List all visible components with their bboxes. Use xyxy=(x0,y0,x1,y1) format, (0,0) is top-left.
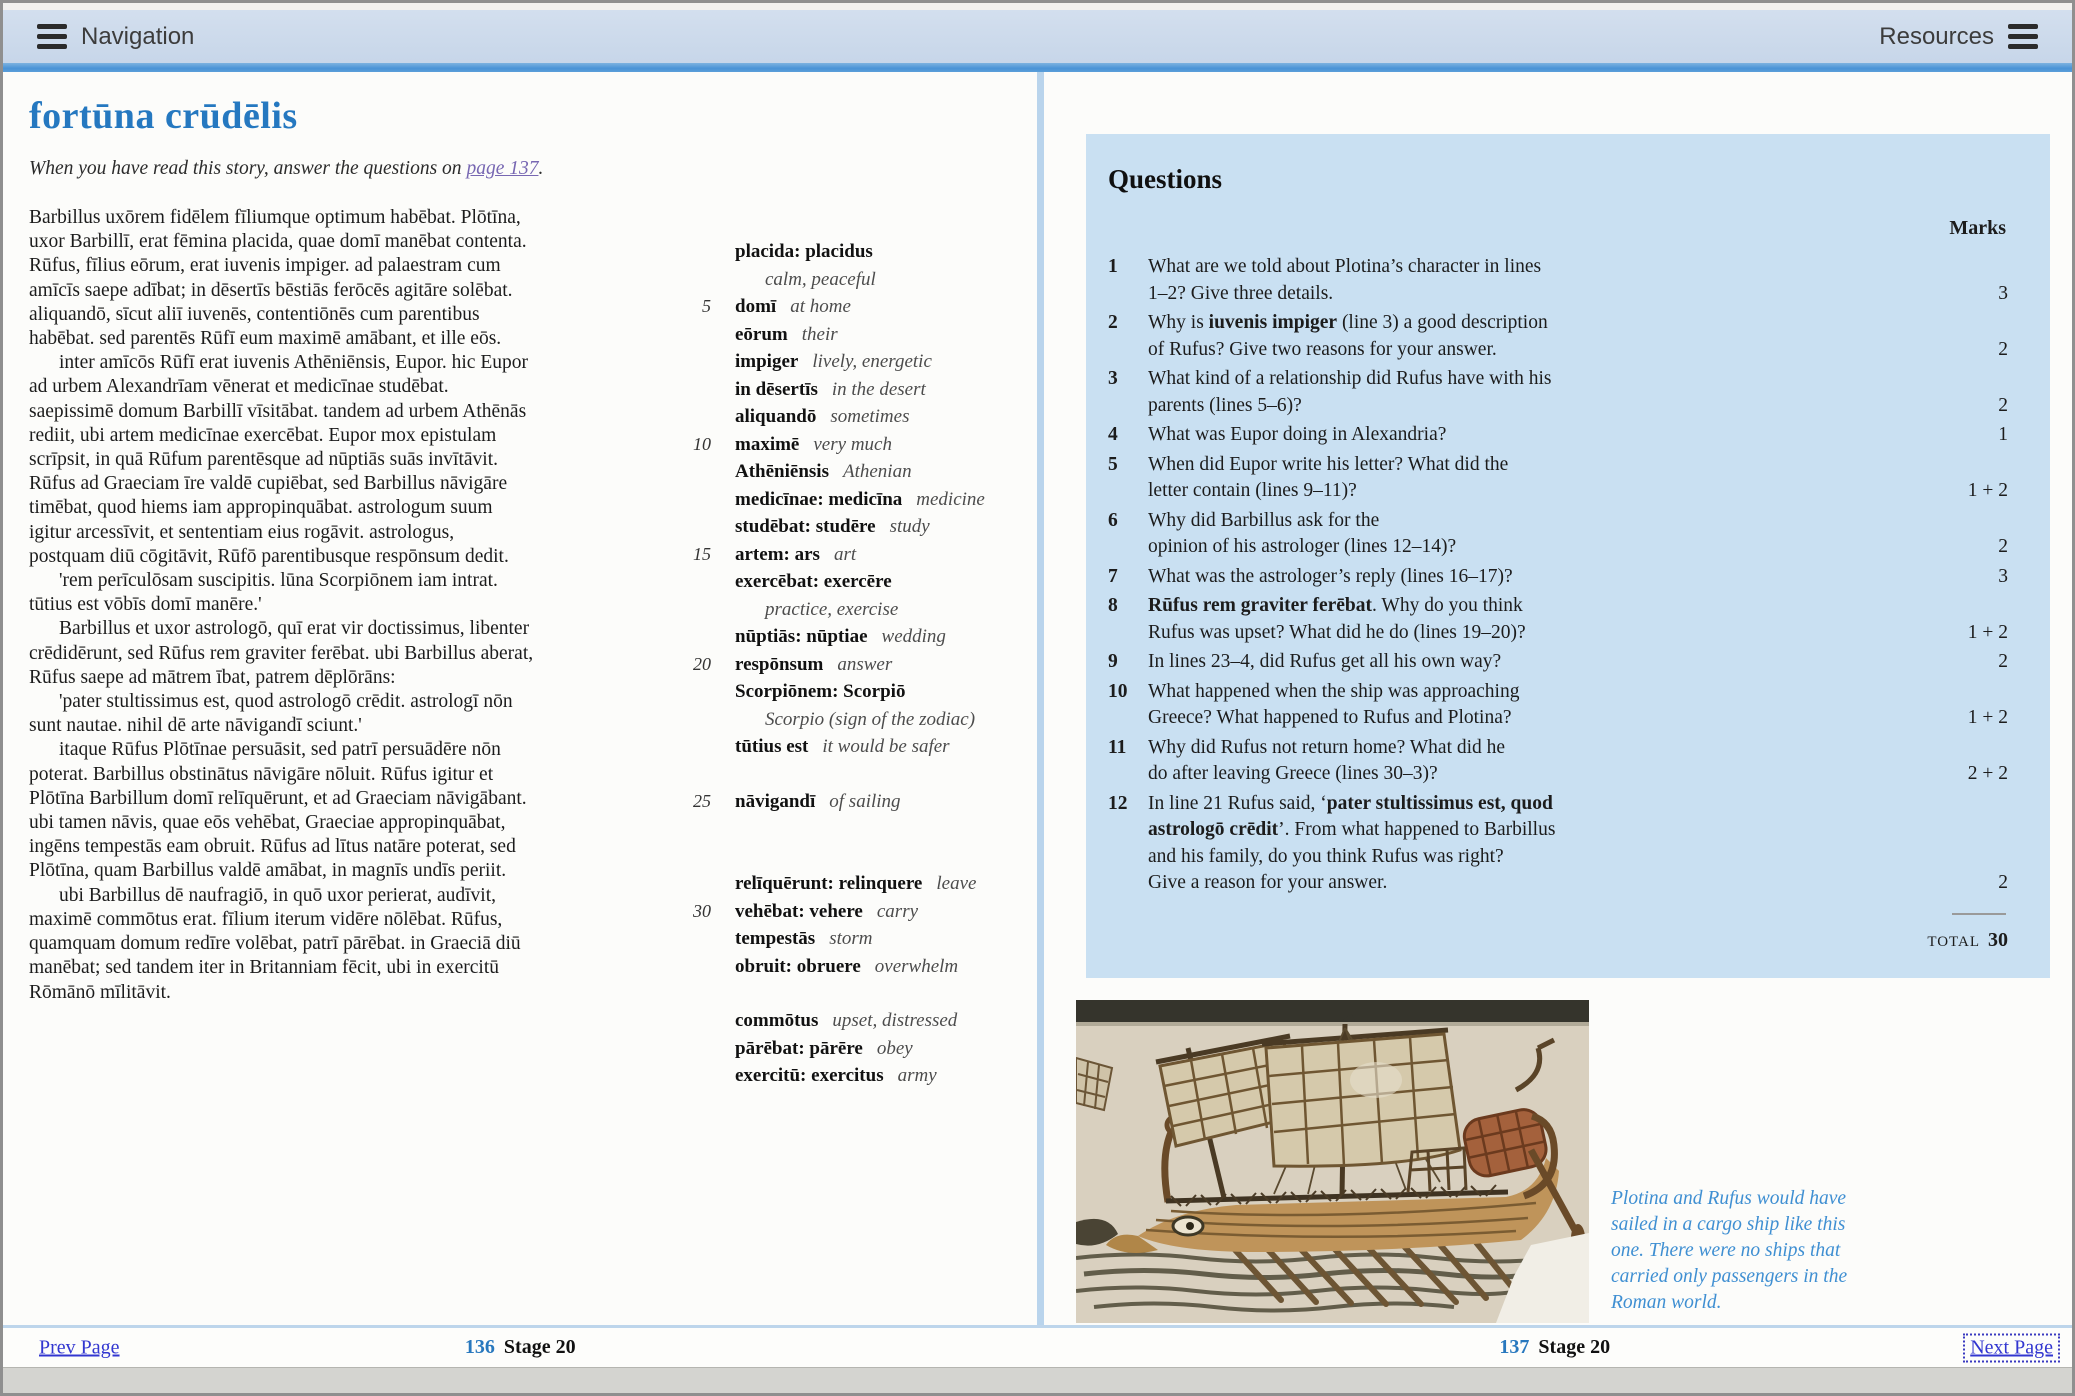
intro-suffix: . xyxy=(538,158,544,179)
question-text-part: Why is xyxy=(1148,312,1209,333)
footer-left-half xyxy=(3,1328,1038,1367)
question-number: 4 xyxy=(1108,424,1118,445)
question-text-part: do after leaving Greece (lines 30–3)? xyxy=(1148,763,1438,784)
vocab-gloss: sometimes xyxy=(830,406,910,427)
vocab-entry xyxy=(677,376,985,404)
story-line: habēbat. sed parentēs Rūfī eum maximē amābant, et ille eōs. xyxy=(29,328,502,350)
story-line: ubi tamen nāvis, quae eōs vehēbat, Graeciae appropinquābat, xyxy=(29,812,506,834)
top-toolbar xyxy=(3,10,2072,63)
page-137 xyxy=(1044,72,2072,1325)
question-marks: 1 + 2 xyxy=(1967,621,2008,643)
question-text-line xyxy=(1148,508,1648,535)
question-number: 10 xyxy=(1108,680,1128,702)
vocab-entry xyxy=(677,870,985,898)
question-text-line xyxy=(1148,452,1648,479)
questions-heading: Questions xyxy=(1108,164,1223,194)
vocab-gloss: of sailing xyxy=(829,790,901,812)
question-text-line xyxy=(1148,844,1648,871)
question-number: 12 xyxy=(1108,792,1128,814)
story-line: Plōtīna, quam Barbillus valdē amābat, in magnīs undīs periit. xyxy=(29,860,507,882)
hamburger-menu-icon xyxy=(2008,24,2038,49)
question-row xyxy=(1108,508,2010,561)
question-text-line xyxy=(1148,393,1648,420)
story-line: Rūfus ad Graeciam īre valdē cupiēbat, sed Barbillus nāvigāre xyxy=(29,473,508,495)
question-text-part: What kind of a relationship did Rufus have with his xyxy=(1148,368,1552,389)
story-line-number xyxy=(677,568,711,623)
vocab-gloss: medicine xyxy=(916,488,985,510)
question-row xyxy=(1108,366,2010,419)
vocab-gloss: obey xyxy=(876,1037,913,1059)
question-text-part: In line 21 Rufus said, ‘ xyxy=(1148,792,1327,814)
story-line: Rūfus, fīlius eōrum, erat iuvenis impiger. ad palaestram cum xyxy=(29,255,501,277)
vocab-gloss: art xyxy=(833,543,857,565)
prev-page-link[interactable]: Prev Page xyxy=(39,1336,120,1358)
vocab-gloss: overwhelm xyxy=(874,955,959,977)
story-line-number xyxy=(677,623,711,651)
question-row xyxy=(1108,593,2010,646)
total-section xyxy=(1108,913,2010,952)
story-line: timēbat, quod hiems iam appropinquābat. astrologum suum xyxy=(29,497,493,519)
question-text-line xyxy=(1148,679,1648,706)
story-line: amīcīs saepe adībat; in dēsertīs bēstiās ferōcēs agitāre solēbat. xyxy=(29,279,513,301)
vocab-entry xyxy=(677,458,985,486)
page-137-link[interactable]: page 137 xyxy=(466,158,539,179)
story-line: igitur arcessīvit, et sententiam eius rogāvit. astrologus, xyxy=(29,521,455,543)
vocab-entry xyxy=(677,678,985,733)
vocab-latin: exercēbat: exercēre xyxy=(735,571,892,592)
vocab-gloss: Athenian xyxy=(842,461,912,482)
question-text-part: parents (lines 5–6)? xyxy=(1148,394,1302,416)
question-marks: 1 + 2 xyxy=(1967,707,2008,728)
vocab-latin: relīquērunt: relinquere xyxy=(735,873,923,894)
footer-right-half xyxy=(1038,1328,2073,1367)
vocab-entry xyxy=(677,541,985,569)
vocab-entry xyxy=(677,953,985,981)
question-text-part: What are we told about Plotina’s character in lines xyxy=(1148,256,1542,277)
story-line: ubi Barbillus dē naufragiō, in quō uxor perierat, audīvit, xyxy=(59,884,497,906)
next-page-link[interactable]: Next Page xyxy=(1965,1335,2058,1360)
question-marks: 2 xyxy=(1998,394,2008,416)
story-line-number xyxy=(677,458,711,486)
vocab-latin: artem: ars xyxy=(735,543,820,565)
vocab-entry xyxy=(677,623,985,651)
vocab-latin: exercitū: exercitus xyxy=(735,1065,884,1086)
question-text xyxy=(1136,735,1648,788)
question-text-part: and his family, do you think Rufus was right? xyxy=(1148,845,1504,867)
vocab-latin: Athēniēnsis xyxy=(735,461,829,482)
story-line-number xyxy=(677,733,711,761)
question-text-part: ’. From what happened to Barbillus xyxy=(1278,819,1556,840)
question-row xyxy=(1108,564,2010,591)
story-line-number xyxy=(677,376,711,404)
vocab-entry xyxy=(677,733,985,761)
vocab-entry xyxy=(677,321,985,349)
story-line-number: 15 xyxy=(693,543,711,564)
question-row xyxy=(1108,649,2010,676)
question-text-line xyxy=(1148,478,1648,505)
story-line-number xyxy=(677,678,711,733)
story-line-number: 25 xyxy=(693,790,711,811)
question-text-line xyxy=(1148,791,1648,818)
question-text-part: When did Eupor write his letter? What did the xyxy=(1148,453,1509,475)
question-number: 2 xyxy=(1108,312,1118,333)
question-text-line xyxy=(1148,534,1648,561)
vocab-gloss: leave xyxy=(936,873,977,894)
vocab-gloss: upset, distressed xyxy=(832,1010,958,1031)
questions-panel xyxy=(1086,134,2050,978)
question-text-part: iuvenis impiger xyxy=(1208,312,1338,333)
question-text-line xyxy=(1148,620,1648,647)
story-line: Barbillus uxōrem fidēlem fīliumque optimum habēbat. Plōtīna, xyxy=(29,207,521,228)
vocab-latin: commōtus xyxy=(735,1010,819,1031)
question-row xyxy=(1108,735,2010,788)
story-line: manēbat; sed tandem iter in Britanniam fēcit, ubi in exercitū xyxy=(29,957,500,979)
figure-section xyxy=(1076,1000,2052,1323)
vocab-gloss: army xyxy=(897,1065,937,1086)
story-line-number xyxy=(677,403,711,431)
intro-text: When you have read this story, answer the questions on xyxy=(29,158,467,179)
story-title: fortūna crūdēlis xyxy=(29,95,298,137)
question-text-line xyxy=(1148,735,1648,762)
total-label: TOTAL xyxy=(1927,933,1980,950)
footer-bar xyxy=(3,1325,2072,1367)
vocab-entry xyxy=(677,403,985,431)
question-marks: 3 xyxy=(1998,282,2008,304)
question-text-part: opinion of his astrologer (lines 12–14)? xyxy=(1148,536,1457,557)
story-line: maximē commōtus erat. fīlium iterum vidēre nōlēbat. Rūfus, xyxy=(29,908,503,930)
question-text xyxy=(1136,508,1648,561)
question-text-part: pater stultissimus est, quod xyxy=(1326,792,1553,814)
vocab-gloss: it would be safer xyxy=(822,736,950,757)
story-line-number xyxy=(677,1062,711,1090)
question-marks: 2 xyxy=(1998,338,2008,360)
story-line: rediit, ubi artem medicīnae exercēbat. Eupor mox epistulam xyxy=(29,424,497,446)
question-text-part: What was Eupor doing in Alexandria? xyxy=(1148,424,1447,445)
vocab-latin: vehēbat: vehere xyxy=(735,900,863,922)
question-marks: 2 + 2 xyxy=(1967,763,2008,784)
vocab-gloss: wedding xyxy=(881,626,946,647)
question-marks: 2 xyxy=(1998,872,2008,893)
question-text-line xyxy=(1148,422,1648,449)
vocab-gloss: their xyxy=(801,323,838,345)
question-number: 8 xyxy=(1108,595,1118,616)
page-gutter-divider xyxy=(1037,72,1044,1325)
story-line: sunt nautae. nihil dē arte nāvigandī sciunt.' xyxy=(29,715,362,737)
question-text-line xyxy=(1148,593,1648,620)
question-marks: 2 xyxy=(1998,651,2008,672)
question-number: 11 xyxy=(1108,736,1127,758)
question-text-line xyxy=(1148,337,1648,364)
vocab-latin: nūptiās: nūptiae xyxy=(735,626,868,647)
question-text-part: What was the astrologer’s reply (lines 16–17)? xyxy=(1148,565,1513,587)
story-line-number xyxy=(677,321,711,349)
right-page-indicator xyxy=(1499,1336,1610,1359)
question-text-part: of Rufus? Give two reasons for your answer. xyxy=(1148,338,1497,360)
vocab-gloss: in the desert xyxy=(831,378,926,400)
question-text xyxy=(1136,564,1648,591)
vocab-entry xyxy=(677,898,985,926)
vocab-latin: in dēsertīs xyxy=(735,378,818,400)
vocab-entry xyxy=(677,1007,985,1035)
question-text xyxy=(1136,452,1648,505)
question-text-part: What happened when the ship was approaching xyxy=(1148,680,1520,702)
vocab-latin: studēbat: studēre xyxy=(735,516,876,537)
vocab-latin: obruit: obruere xyxy=(735,955,861,977)
vocab-gloss-line2: calm, peaceful xyxy=(765,268,876,290)
story-line-number xyxy=(677,348,711,376)
vocab-gloss: answer xyxy=(837,653,893,675)
question-number: 9 xyxy=(1108,651,1118,672)
question-text xyxy=(1136,649,1648,676)
vocab-gloss: lively, energetic xyxy=(812,351,932,372)
question-text xyxy=(1136,593,1648,646)
vocab-latin: maximē xyxy=(735,433,800,455)
question-number: 3 xyxy=(1108,368,1118,389)
vocab-latin: domī xyxy=(735,296,777,317)
question-text-part: Why did Barbillus ask for the xyxy=(1148,509,1380,531)
vocab-latin: aliquandō xyxy=(735,406,817,427)
header-divider-rule xyxy=(3,63,2072,72)
story-line: poterat. Barbillus obstinātus nāvigāre nōluit. Rūfus igitur et xyxy=(29,763,494,785)
story-line: inter amīcōs Rūfī erat iuvenis Athēniēnsis, Eupor. hic Eupor xyxy=(59,352,528,374)
left-stage-label: Stage 20 xyxy=(503,1336,576,1358)
book-spread xyxy=(3,72,2072,1325)
question-marks: 3 xyxy=(1998,565,2008,587)
question-text-part: Greece? What happened to Rufus and Plotina? xyxy=(1148,707,1512,728)
vocab-entry xyxy=(677,651,985,679)
question-text-part: Why did Rufus not return home? What did he xyxy=(1148,736,1506,758)
marks-column-header: Marks xyxy=(1949,217,2006,239)
vocab-latin: pārēbat: pārēre xyxy=(735,1037,863,1059)
question-text-line xyxy=(1148,649,1648,676)
story-line: Plōtīna Barbillum domī relīquērunt, et ad Graeciam nāvigābant. xyxy=(29,787,527,809)
vocab-latin: impiger xyxy=(735,351,799,372)
vocab-latin: placida: placidus xyxy=(735,241,873,262)
question-text-part: . Why do you think xyxy=(1372,595,1523,616)
top-margin-strip xyxy=(3,3,2072,10)
question-text xyxy=(1136,254,1648,307)
ship-mosaic-image xyxy=(1076,1000,1589,1323)
question-text-line xyxy=(1148,761,1648,788)
story-line: scrīpsit, in quā Rūfum parentēsque ad nūptiās suās invītāvit. xyxy=(29,449,498,471)
question-text xyxy=(1136,310,1648,363)
story-line-number xyxy=(677,953,711,981)
question-text-part: Rufus was upset? What did he do (lines 19–20)? xyxy=(1148,621,1526,643)
vocab-latin: tempestās xyxy=(735,928,816,949)
navigation-label: Navigation xyxy=(81,22,195,50)
question-text-line xyxy=(1148,254,1648,281)
story-line-number xyxy=(677,870,711,898)
question-row xyxy=(1108,791,2010,897)
question-text xyxy=(1136,679,1648,732)
left-page-indicator xyxy=(465,1336,576,1359)
question-text-part: Give a reason for your answer. xyxy=(1148,872,1388,893)
question-text-line xyxy=(1148,705,1648,732)
story-line: ad urbem Alexandrīam vēnerat et medicīnae studēbat. xyxy=(29,376,449,398)
vocab-gloss-line2: practice, exercise xyxy=(765,598,899,620)
total-rule xyxy=(1952,913,2006,915)
question-row xyxy=(1108,254,2010,307)
question-number: 5 xyxy=(1108,453,1118,475)
vocab-gloss: at home xyxy=(790,296,851,317)
question-text-line xyxy=(1148,817,1648,844)
question-row xyxy=(1108,422,2010,449)
question-text-part: 1–2? Give three details. xyxy=(1148,282,1334,304)
question-row xyxy=(1108,452,2010,505)
question-text-line xyxy=(1148,870,1648,897)
vocab-entry xyxy=(677,568,985,623)
question-marks: 1 xyxy=(1998,424,2008,445)
latin-story-text xyxy=(29,206,677,1090)
vocab-entry xyxy=(677,293,985,321)
question-text-line xyxy=(1148,564,1648,591)
story-line-number: 30 xyxy=(693,900,711,921)
question-marks: 1 + 2 xyxy=(1967,480,2008,501)
story-line-number: 20 xyxy=(693,653,711,674)
story-line: Barbillus et uxor astrologō, quī erat vir doctissimus, libenter xyxy=(59,618,530,640)
vocab-latin: eōrum xyxy=(735,323,788,345)
story-line: 'rem perīculōsam suscipitis. lūna Scorpiōnem iam intrat. xyxy=(59,570,498,592)
question-text xyxy=(1136,366,1648,419)
story-line: itaque Rūfus Plōtīnae persuāsit, sed patrī persuādēre nōn xyxy=(59,739,501,761)
story-line-number: 5 xyxy=(702,296,711,316)
vocab-entry xyxy=(677,788,985,816)
left-page-number: 136 xyxy=(464,1336,495,1358)
vocab-latin: respōnsum xyxy=(735,653,824,675)
vocab-gloss: carry xyxy=(876,900,919,922)
story-line-number xyxy=(677,1007,711,1035)
vocab-entry xyxy=(677,1062,985,1090)
story-line-number xyxy=(677,1035,711,1063)
story-line: crēdidērunt, sed Rūfus rem graviter ferēbat. ubi Barbillus aberat, xyxy=(29,642,534,664)
vocab-entry xyxy=(677,348,985,376)
question-text-line xyxy=(1148,310,1648,337)
story-line-number: 10 xyxy=(693,433,711,454)
story-line-number xyxy=(677,486,711,514)
vocab-gloss: study xyxy=(889,516,930,537)
question-text xyxy=(1136,422,1648,449)
question-number: 7 xyxy=(1108,565,1118,587)
story-line: quamquam domum redīre volēbat, patrī pārēbat. in Graeciā diū xyxy=(29,933,521,955)
story-line: Rōmānō mīlitāvit. xyxy=(29,981,171,1003)
question-text-part: astrologō crēdit xyxy=(1148,819,1279,840)
question-text-part: Rūfus rem graviter ferēbat xyxy=(1148,595,1373,616)
right-stage-label: Stage 20 xyxy=(1538,1336,1611,1358)
vocab-latin: tūtius est xyxy=(735,736,809,757)
story-line: tūtius est vōbīs domī manēre.' xyxy=(29,594,262,616)
vocab-latin: medicīnae: medicīna xyxy=(735,488,903,510)
total-value: 30 xyxy=(1988,928,2008,951)
story-line-number xyxy=(677,925,711,953)
page-136 xyxy=(3,72,1037,1325)
story-line: ingēns tempestās eam obruit. Rūfus ad lītus natāre poterat, sed xyxy=(29,836,516,858)
resources-menu-button[interactable] xyxy=(1879,23,2038,51)
story-line: aliquandō, sīcut aliī iuvenēs, contentiōnēs cum parentibus xyxy=(29,303,480,325)
resources-label: Resources xyxy=(1879,22,1994,50)
story-line: 'pater stultissimus est, quod astrologō crēdit. astrologī nōn xyxy=(59,691,513,713)
vocab-entry xyxy=(677,1035,985,1063)
question-row xyxy=(1108,310,2010,363)
vocab-latin: nāvigandī xyxy=(735,790,816,812)
vocab-latin: Scorpiōnem: Scorpiō xyxy=(735,681,906,702)
question-number: 6 xyxy=(1108,509,1118,531)
question-marks: 2 xyxy=(1998,536,2008,557)
vocab-gloss: storm xyxy=(829,928,873,949)
story-line: Rūfus saepe ad mātrem ībat, patrem dēplōrāns: xyxy=(29,666,396,688)
question-text-line xyxy=(1148,281,1648,308)
intro-instruction xyxy=(29,158,1037,180)
figure-caption: Plotina and Rufus would have sailed in a cargo ship like this one. There were no ships that carried only passengers in the Roman world. xyxy=(1611,1187,1848,1313)
question-number: 1 xyxy=(1108,256,1118,277)
vocab-gloss-line2: Scorpio (sign of the zodiac) xyxy=(765,708,976,730)
question-text xyxy=(1136,791,1648,897)
question-text-line xyxy=(1148,366,1648,393)
story-line: uxor Barbillī, erat fēmina placida, quae domī manēbat contenta. xyxy=(29,231,527,253)
vocab-entry xyxy=(677,513,985,541)
story-line-number xyxy=(677,513,711,541)
hamburger-menu-icon xyxy=(37,24,67,49)
vocabulary-list xyxy=(677,238,985,1090)
bottom-margin-strip xyxy=(3,1367,2072,1393)
vocab-entry xyxy=(677,431,985,459)
vocab-entry xyxy=(677,925,985,953)
question-text-part: letter contain (lines 9–11)? xyxy=(1148,480,1357,501)
story-line-number xyxy=(677,238,711,293)
vocab-gloss: very much xyxy=(813,433,892,455)
question-row xyxy=(1108,679,2010,732)
vocab-entry xyxy=(677,486,985,514)
right-page-number: 137 xyxy=(1499,1336,1530,1358)
question-text-part: In lines 23–4, did Rufus get all his own way? xyxy=(1148,651,1502,672)
story-line: saepissimē domum Barbillī vīsitābat. tandem ad urbem Athēnās xyxy=(29,400,527,422)
story-line: postquam diū cōgitāvit, Rūfō parentibusque respōnsum dedit. xyxy=(29,545,509,567)
question-text-part: (line 3) a good description xyxy=(1337,312,1548,333)
navigation-menu-button[interactable] xyxy=(37,23,194,51)
vocab-entry xyxy=(677,238,985,293)
